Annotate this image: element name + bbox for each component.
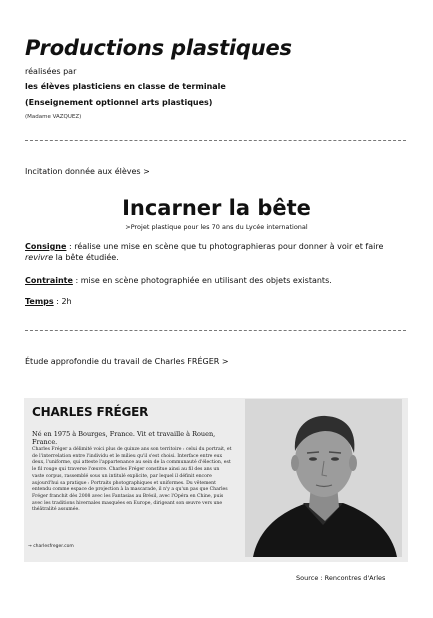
teacher-name: (Madame VAZQUEZ) <box>25 114 82 120</box>
consigne-emphasis: revivre <box>25 253 54 262</box>
artist-portrait-photo <box>245 399 402 557</box>
consigne-text-2: la bête étudiée. <box>53 253 119 262</box>
artist-bio-lead: Né en 1975 à Bourges, France. Vit et travaille à Rouen, France. <box>32 430 216 446</box>
project-subtitle: >Projet plastique pour les 70 ans du Lycée international <box>125 223 308 231</box>
consigne-text-1: : réalise une mise en scène que tu photographieras pour donner à voir et faire <box>66 242 384 251</box>
contrainte-label: Contrainte <box>25 276 73 285</box>
header-line-2: les élèves plasticiens en classe de terminale <box>25 82 226 91</box>
artist-name: CHARLES FRÉGER <box>32 405 149 419</box>
temps-label: Temps <box>25 297 54 306</box>
artist-website-link[interactable]: → charlesfreger.com <box>28 544 74 549</box>
divider <box>25 330 406 331</box>
project-title: Incarner la bête <box>122 196 311 220</box>
header-line-1: réalisées par <box>25 67 77 76</box>
contrainte-paragraph <box>25 275 410 286</box>
incitation-intro: Incitation donnée aux élèves > <box>25 167 150 176</box>
consigne-label: Consigne <box>25 242 67 251</box>
photo-source: Source : Rencontres d'Arles <box>296 574 386 582</box>
page-title: Productions plastiques <box>25 36 292 60</box>
temps-paragraph <box>25 296 410 307</box>
artist-bio-body: Charles Fréger a délimité voici plus de quinze ans son territoire : celui du portrait, et de l'interrelation entre l'individu et le milieu qu'il s'est choisi. Interface entre eux deux, l'uniforme, qui atteste l'appartenance au sein de la communauté d'élection, est le fil rouge qui traverse l'œuvre. Charles Fréger constitue ainsi au fil des ans un vaste corpus, rassemblé sous un intitulé explicite, par lequel il définit encore aujourd'hui sa pratique : Portraits photographiques et uniformes. Du vêtement entendu comme espace de projection à la mascarade, il n'y a qu'un pas que Charles Fréger franchit dès 2008 avec les Fantasias au Brésil, avec l'Opéra en Chine, puis avec les traditions hivernales masquées en Europe, dirigeant son œuvre vers une théâtralité assumée. <box>32 447 232 513</box>
header-line-3: (Enseignement optionnel arts plastiques) <box>25 98 213 107</box>
consigne-paragraph <box>25 241 410 263</box>
contrainte-text: : mise en scène photographiée en utilisant des objets existants. <box>72 276 332 285</box>
study-intro: Étude approfondie du travail de Charles FRÉGER > <box>25 357 229 366</box>
temps-text: : 2h <box>53 297 72 306</box>
divider <box>25 140 406 141</box>
